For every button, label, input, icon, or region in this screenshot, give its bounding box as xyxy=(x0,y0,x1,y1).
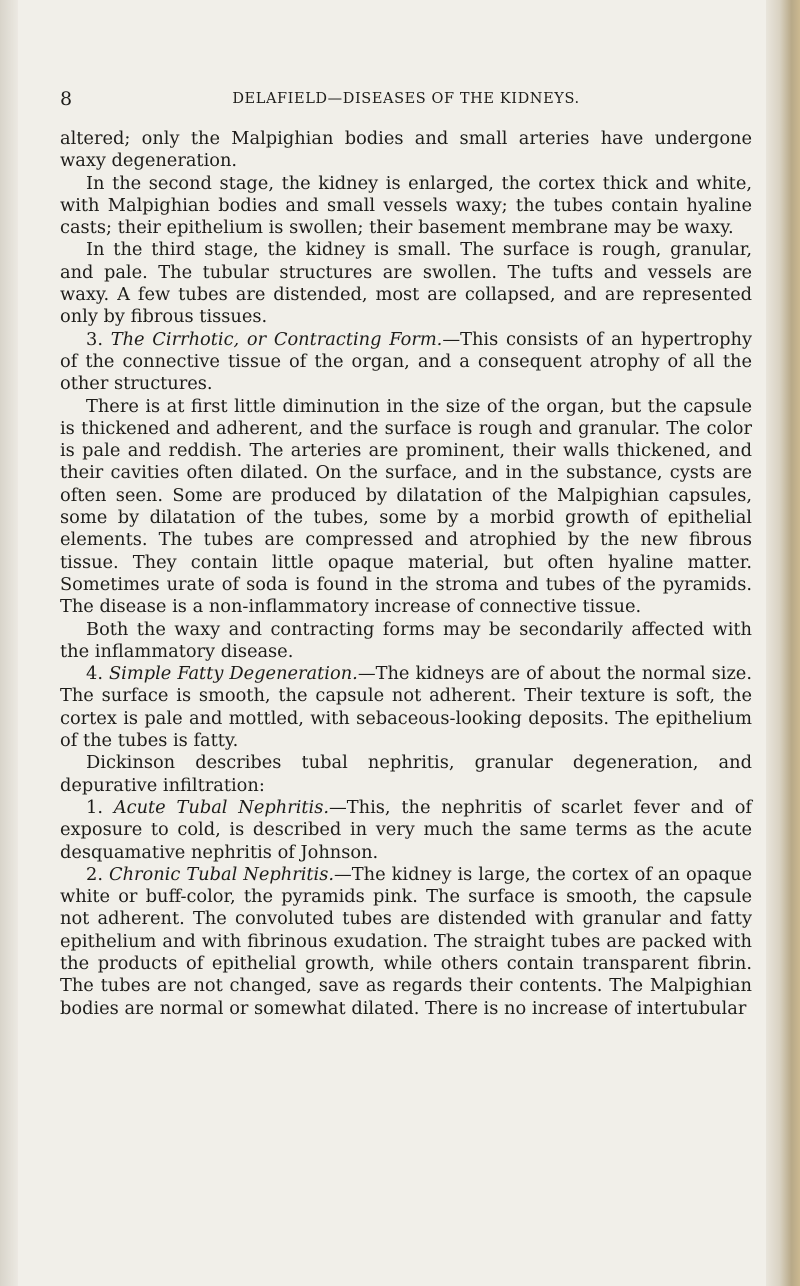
paragraph-text: —This consists of an hypertrophy of the connective tissue of the organ, and a consequent atrophy of all the other structures. xyxy=(60,328,753,395)
section-number: 2. xyxy=(86,863,103,885)
paragraph-text: There is at first little diminution in the size of the organ, but the capsule is thickened and adherent, and the surface is rough and granular. The color is pale and reddish. The arteries are prominent, their walls thickened, and their cavities often dilated. On the surface, and in the substance, cysts are often seen. Some are produced by dilatation of the Malpighian capsules, some by dilatation of the tubes, some by a morbid growth of epithelial elements. The tubes are compressed and atrophied by the new fibrous tissue. They contain little opaque material, but often hyaline matter. Sometimes urate of soda is found in the stroma and tubes of the pyramids. The disease is a non-inflammatory increase of connective tissue. xyxy=(60,395,752,618)
page-number: 8 xyxy=(60,88,73,110)
paragraph xyxy=(60,173,752,240)
paragraph xyxy=(60,128,752,173)
running-head: DELAFIELD—DISEASES OF THE KIDNEYS. xyxy=(232,91,580,107)
section-heading: Acute Tubal Nephritis. xyxy=(113,796,330,818)
section-heading: Simple Fatty Degeneration. xyxy=(108,663,358,685)
section-number: 4. xyxy=(86,663,103,685)
paragraph xyxy=(60,619,752,664)
paragraph-text: In the second stage, the kidney is enlarged, the cortex thick and white, with Malpighian bodies and small vessels waxy; the tubes contain hyaline casts; their epithelium is swollen; their basement membrane may be waxy. xyxy=(60,172,752,239)
paragraph-text: Both the waxy and contracting forms may be secondarily affected with the inflammatory disease. xyxy=(60,618,752,662)
paragraph-text: —The kidney is large, the cortex of an opaque white or buff-color, the pyramids pink. The surface is smooth, the capsule not adherent. The convoluted tubes are distended with granular and fatty epithelium and with fibrinous exudation. The straight tubes are packed with the products of epithelial growth, while others contain transparent fibrin. The tubes are not changed, save as regards their contents. The Malpighian bodies are normal or somewhat dilated. There is no increase of intertubular xyxy=(60,863,752,1019)
section-paragraph xyxy=(60,329,752,396)
section-heading: Chronic Tubal Nephritis. xyxy=(108,863,335,885)
paragraph xyxy=(60,239,752,328)
paragraph xyxy=(60,752,752,797)
section-paragraph xyxy=(60,864,752,1020)
page-header xyxy=(60,88,752,112)
section-heading: The Cirrhotic, or Contracting Form. xyxy=(110,328,443,350)
section-paragraph xyxy=(60,797,752,864)
page-edge xyxy=(766,0,800,1286)
paragraph xyxy=(60,396,752,619)
paragraph-text: Dickinson describes tubal nephritis, granular degeneration, and depurative infiltration: xyxy=(60,752,752,796)
section-paragraph xyxy=(60,663,752,752)
paragraph-text: altered; only the Malpighian bodies and small arteries have undergone waxy degeneration. xyxy=(60,128,752,172)
paragraph-text: —This, the nephritis of scarlet fever and of exposure to cold, is described in very much the same terms as the acute desquamative nephritis of Johnson. xyxy=(60,796,753,863)
section-number: 1. xyxy=(86,796,103,818)
book-gutter-shadow xyxy=(0,0,18,1286)
body-text xyxy=(60,128,752,1020)
paragraph-text: —The kidneys are of about the normal size. The surface is smooth, the capsule not adherent. Their texture is soft, the cortex is pale and mottled, with sebaceous-looking deposits. The epithelium of the tubes is fatty. xyxy=(60,663,752,752)
paragraph-text: In the third stage, the kidney is small. The surface is rough, granular, and pale. The tubular structures are swollen. The tufts and vessels are waxy. A few tubes are distended, most are collapsed, and are represented only by fibrous tissues. xyxy=(60,239,752,328)
section-number: 3. xyxy=(86,328,103,350)
